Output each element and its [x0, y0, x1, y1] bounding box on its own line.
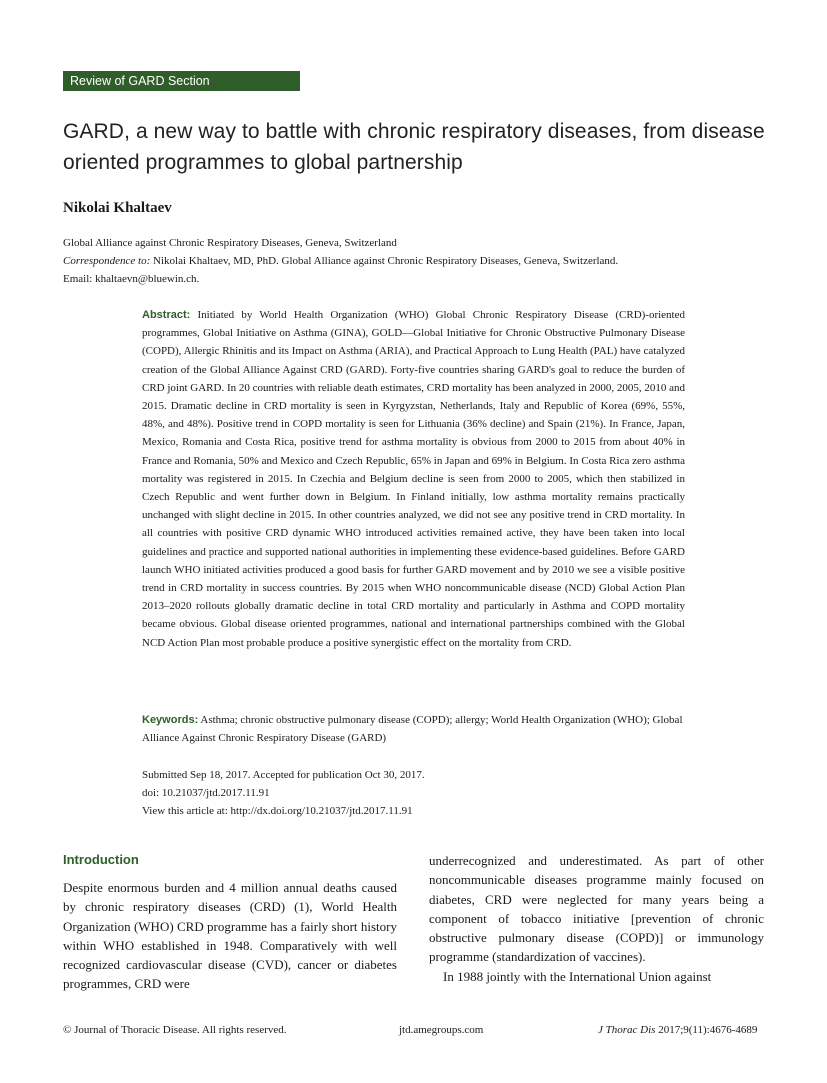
keywords-text: Asthma; chronic obstructive pulmonary disease (COPD); allergy; World Health Organization (WHO); Global Alliance Against Chronic Respiratory Disease (GARD) — [142, 714, 683, 745]
correspondence-text: Nikolai Khaltaev, MD, PhD. Global Alliance against Chronic Respiratory Diseases, Geneva, Switzerland. — [153, 255, 619, 267]
submitted-dates: Submitted Sep 18, 2017. Accepted for publication Oct 30, 2017. — [142, 769, 425, 781]
abstract — [142, 306, 685, 652]
intro-right-column — [429, 851, 764, 986]
affiliation: Global Alliance against Chronic Respiratory Diseases, Geneva, Switzerland — [63, 237, 397, 249]
email[interactable]: Email: khaltaevn@bluewin.ch. — [63, 273, 200, 285]
intro-left-column: Despite enormous burden and 4 million annual deaths caused by chronic respiratory diseases (CRD) (1), World Health Organization (WHO) CRD programme has a fairly short history within WHO established in 1948. Comparatively with well recognized cardiovascular disease (CVD), cancer or diabetes programmes, CRD were — [63, 880, 397, 992]
view-article-link[interactable]: View this article at: http://dx.doi.org/10.21037/jtd.2017.11.91 — [142, 805, 413, 817]
footer-site[interactable]: jtd.amegroups.com — [399, 1024, 484, 1036]
correspondence-label: Correspondence to: — [63, 255, 151, 267]
doi[interactable]: doi: 10.21037/jtd.2017.11.91 — [142, 787, 270, 799]
intro-right-paragraph-1: underrecognized and underestimated. As part of other noncommunicable diseases programme mainly focused on diabetes, CRD were neglected for many years being a component of tobacco initiative [prevention of chronic obstructive pulmonary disease (COPD)] or immunology programme (standardization of vaccines). — [429, 853, 764, 965]
footer-citation-text: 2017;9(11):4676-4689 — [658, 1024, 758, 1036]
footer-copyright: © Journal of Thoracic Disease. All rights reserved. — [63, 1024, 287, 1036]
introduction-heading: Introduction — [63, 852, 139, 867]
correspondence — [63, 252, 763, 270]
footer-citation — [598, 1023, 757, 1037]
submission-info — [142, 766, 425, 820]
article-title: GARD, a new way to battle with chronic respiratory diseases, from disease oriented programmes to global partnership — [63, 120, 765, 174]
section-tag: Review of GARD Section — [63, 71, 300, 91]
abstract-label: Abstract: — [142, 309, 191, 321]
intro-right-paragraph-2: In 1988 jointly with the International Union against — [443, 968, 712, 984]
footer-journal-abbr: J Thorac Dis — [598, 1024, 656, 1036]
abstract-text: Initiated by World Health Organization (WHO) Global Chronic Respiratory Disease (CRD)-oriented programmes, Global Initiative on Asthma (GINA), GOLD—Global Initiative for Chronic Obstructive Pulmonary Disease (COPD), Allergic Rhinitis and its Impact on Asthma (ARIA), and Practical Approach to Lung Health (PAL) have catalyzed creation of the Global Alliance Against CRD (GARD). Forty-five countries sharing GARD's goal to reduce the burden of CRD joint GARD. In 20 countries with reliable death estimates, CRD mortality has been analyzed in 2000, 2005, 2010 and 2015. Dramatic decline in CRD mortality is seen in Kyrgyzstan, Netherlands, Italy and Republic of Korea (69%, 55%, 48%, and 48%). Positive trend in COPD mortality is seen for Lithuania (36% decline) and Spain (21%). In France, Japan, Mexico, Romania and Costa Rica, positive trend for asthma mortality is obvious from 2000 to 2015 from about 40% in France and Romania, 50% and Mexico and Czech Republic, 65% in Japan and 69% in Belgium. In Costa Rica zero asthma mortality was registered in 2015. In Czechia and Belgium decline is seen from 2000 to 2005, which then stabilized in Czech Republic and went further down in Belgium. In Finland initially, low asthma mortality remains practically unchanged with slight decline in 2015. In other countries analyzed, we did not see any positive trend in CRD mortality. In all countries with positive CRD dynamic WHO introduced activities remained active, they have been taken into local guidelines and practice and supported national authorities in implementing these evidence-based guidelines. Before GARD launch WHO initiated activities produced a good basis for further GARD movement and by 2010 we see a visible positive trend in CRD mortality in success countries. By 2015 when WHO noncommunicable disease (NCD) Global Action Plan 2013–2020 rollouts globally dramatic decline in total CRD mortality and particularly in Asthma and COPD mortality became obvious. Global disease oriented programmes, national and international partnerships combined with the Global NCD Action Plan most probable produce a positive synergistic effect on the mortality from CRD. — [142, 309, 686, 649]
keywords — [142, 711, 685, 747]
author-name: Nikolai Khaltaev — [63, 200, 172, 216]
keywords-label: Keywords: — [142, 714, 199, 726]
